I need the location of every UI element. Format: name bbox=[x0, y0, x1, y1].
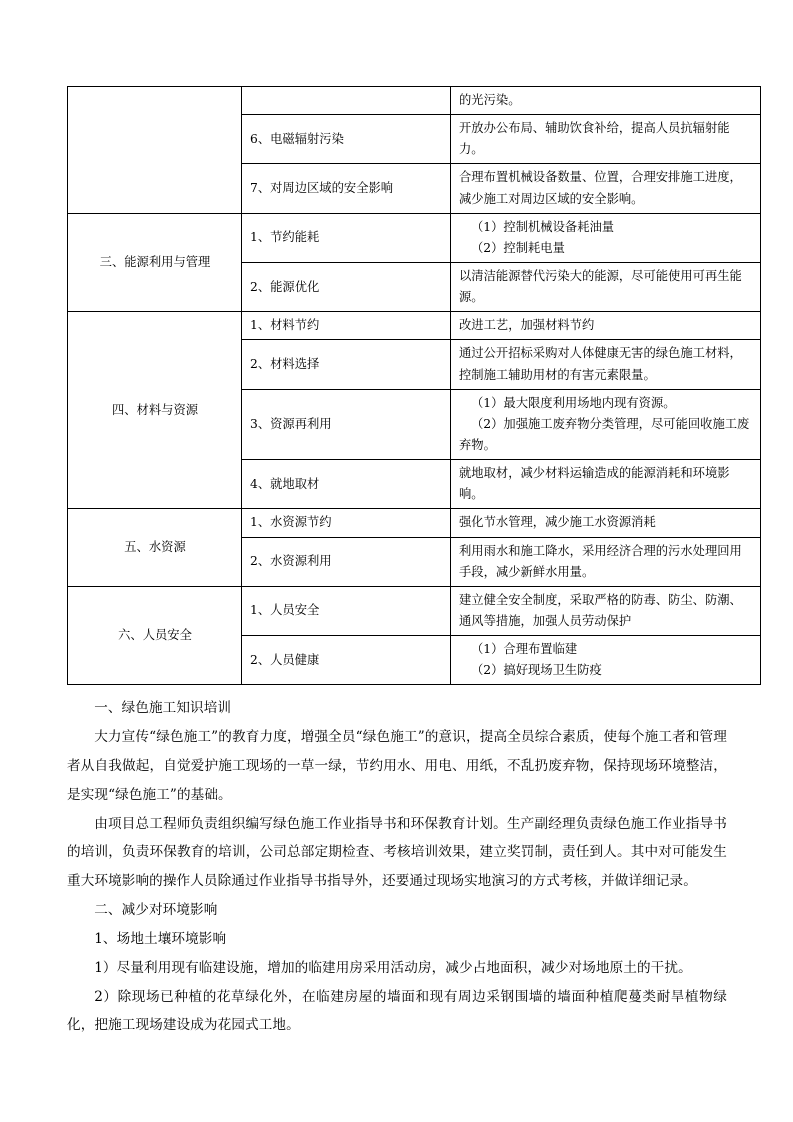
table-cell-description bbox=[451, 636, 761, 685]
table-cell-description bbox=[451, 460, 761, 509]
item-label: 6、电磁辐射污染 bbox=[250, 131, 344, 146]
description-list bbox=[459, 393, 753, 456]
table-cell-description bbox=[451, 115, 761, 164]
table-cell-description bbox=[451, 87, 761, 115]
description-list bbox=[459, 217, 753, 259]
description-text: 以清洁能源替代污染大的能源，尽可能使用可再生能源。 bbox=[459, 268, 742, 305]
table-cell-item bbox=[242, 389, 451, 459]
description-text: 强化节水管理，减少施工水资源消耗 bbox=[459, 515, 656, 530]
description-list-item: （1）控制机械设备耗油量 bbox=[471, 219, 615, 234]
item-label: 2、材料选择 bbox=[250, 356, 320, 371]
item-label: 3、资源再利用 bbox=[250, 416, 332, 431]
category-label: 六、人员安全 bbox=[118, 628, 192, 643]
item-label: 1、人员安全 bbox=[250, 603, 320, 618]
table-cell-category bbox=[68, 213, 242, 312]
table-cell-item bbox=[242, 115, 451, 164]
description-text: 利用雨水和施工降水，采用经济合理的污水处理回用手段，减少新鲜水用量。 bbox=[459, 543, 742, 579]
description-text: 改进工艺，加强材料节约 bbox=[459, 318, 595, 333]
table-cell-item bbox=[242, 460, 451, 509]
section-heading-2: 二、减少对环境影响 bbox=[94, 902, 218, 919]
description-text: 就地取材，减少材料运输造成的能源消耗和环境影响。 bbox=[459, 466, 730, 502]
description-text: 合理布置机械设备数量、位置，合理安排施工进度，减少施工对周边区域的安全影响。 bbox=[459, 170, 742, 206]
table-cell-item bbox=[242, 87, 451, 115]
table-cell-description bbox=[451, 312, 761, 340]
description-list-item: （2）加强施工废弃物分类管理，尽可能回收施工废弃物。 bbox=[459, 416, 750, 452]
item-label: 1、节约能耗 bbox=[250, 230, 320, 245]
table-cell-description bbox=[451, 164, 761, 213]
table-cell-item bbox=[242, 509, 451, 537]
table-cell-description bbox=[451, 213, 761, 262]
table-cell-category bbox=[68, 87, 242, 214]
item-label: 2、能源优化 bbox=[250, 279, 320, 294]
table-row bbox=[68, 586, 761, 635]
document-body bbox=[67, 694, 727, 1040]
table-cell-item bbox=[242, 213, 451, 262]
section-2-subheading: 1、场地土壤环境影响 bbox=[94, 930, 227, 947]
table-cell-category bbox=[68, 509, 242, 586]
table-cell-item bbox=[242, 262, 451, 311]
description-list-item: （1）合理布置临建 bbox=[471, 642, 578, 657]
table-cell-category bbox=[68, 312, 242, 509]
table-cell-description bbox=[451, 537, 761, 586]
table-cell-category bbox=[68, 586, 242, 685]
table-cell-item bbox=[242, 164, 451, 213]
item-label: 1、水资源节约 bbox=[250, 515, 332, 530]
category-label: 五、水资源 bbox=[124, 540, 186, 555]
table-cell-description bbox=[451, 586, 761, 635]
section-2-paragraph-1: 1）尽量利用现有临建设施，增加的临建用房采用活动房，减少占地面积，减少对场地原土的干扰。 bbox=[94, 959, 692, 976]
description-list-item: （2）控制耗电量 bbox=[471, 240, 565, 255]
table-cell-description bbox=[451, 340, 761, 389]
green-construction-measures-table bbox=[67, 86, 761, 685]
description-text: 的光污染。 bbox=[459, 93, 521, 107]
description-list-item: （1）最大限度利用场地内现有资源。 bbox=[471, 395, 676, 410]
table-cell-item bbox=[242, 537, 451, 586]
section-1-paragraph-2: 由项目总工程师负责组织编写绿色施工作业指导书和环保教育计划。生产副经理负责绿色施工作业指导书的培训，负责环保教育的培训，公司总部定期检查、考核培训效果，建立奖罚制，责任到人。其中对可能发生重大环境影响的操作人员除通过作业指导书指导外，还要通过现场实地演习的方式考核，并做详细记录。 bbox=[67, 815, 727, 890]
table-cell-item bbox=[242, 340, 451, 389]
section-1-paragraph-1: 大力宣传“绿色施工”的教育力度，增强全员“绿色施工”的意识，提高全员综合素质，使每个施工者和管理者从自我做起，自觉爱护施工现场的一草一绿，节约用水、用电、用纸，不乱扔废弃物，保持现场环境整洁，是实现“绿色施工”的基础。 bbox=[67, 729, 727, 803]
table-cell-item bbox=[242, 636, 451, 685]
description-list bbox=[459, 639, 753, 681]
table-row bbox=[68, 509, 761, 537]
table-row bbox=[68, 87, 761, 115]
table-body bbox=[68, 87, 761, 685]
table-row bbox=[68, 312, 761, 340]
table-row bbox=[68, 213, 761, 262]
section-heading-1: 一、绿色施工知识培训 bbox=[94, 700, 232, 717]
item-label: 2、水资源利用 bbox=[250, 554, 332, 569]
section-2-paragraph-2: 2）除现场已种植的花草绿化外，在临建房屋的墙面和现有周边采钢围墙的墙面种植爬蔓类耐旱植物绿化，把施工现场建设成为花园式工地。 bbox=[67, 988, 727, 1034]
table-cell-description bbox=[451, 262, 761, 311]
item-label: 4、就地取材 bbox=[250, 476, 320, 491]
category-label: 三、能源利用与管理 bbox=[99, 254, 211, 269]
item-label: 7、对周边区域的安全影响 bbox=[250, 180, 394, 195]
item-label: 2、人员健康 bbox=[250, 652, 320, 667]
item-label: 1、材料节约 bbox=[250, 318, 320, 333]
table-cell-description bbox=[451, 509, 761, 537]
description-text: 通过公开招标采购对人体健康无害的绿色施工材料，控制施工辅助用材的有害元素限量。 bbox=[459, 346, 742, 382]
table-cell-item bbox=[242, 312, 451, 340]
description-text: 开放办公布局、辅助饮食补给，提高人员抗辐射能力。 bbox=[459, 121, 730, 157]
category-label: 四、材料与资源 bbox=[111, 402, 199, 417]
table-cell-description bbox=[451, 389, 761, 459]
description-text: 建立健全安全制度，采取严格的防毒、防尘、防潮、通风等措施，加强人员劳动保护 bbox=[459, 592, 742, 628]
description-list-item: （2）搞好现场卫生防疫 bbox=[471, 663, 602, 678]
table-cell-item bbox=[242, 586, 451, 635]
